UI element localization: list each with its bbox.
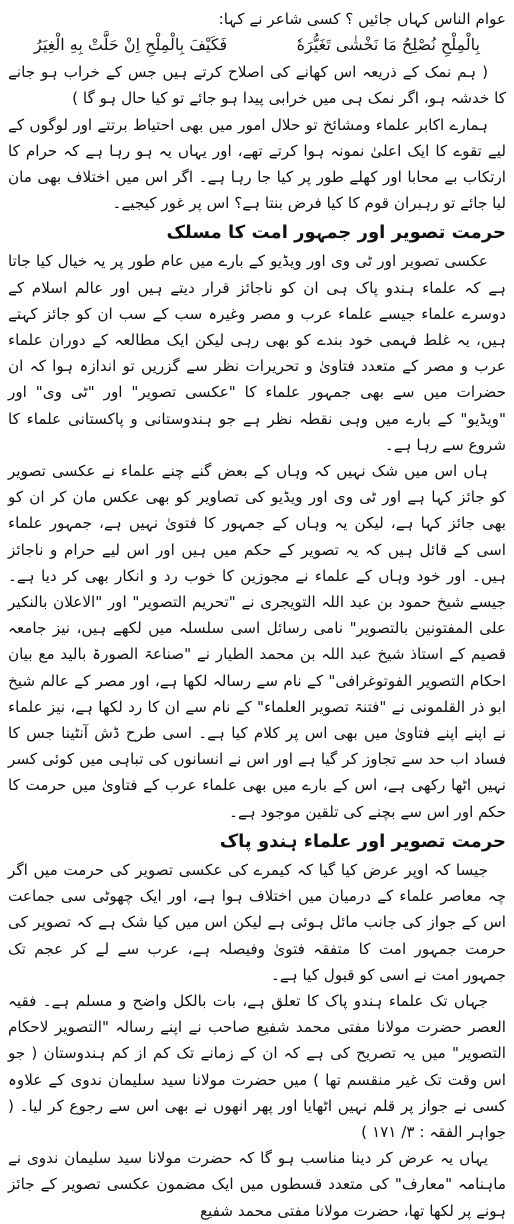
verse-second-hemistich: فَکَيْفَ بِالْمِلْحِ اِنْ حَلَّتْ بِهِ الْغِيَرُ (34, 35, 228, 55)
intro-line: عوام الناس کہاں جائیں ؟ کسی شاعر نے کہا: (218, 10, 506, 28)
paragraph-4: جیسا کہ اوپر عرض کیا گیا کہ کیمرے کی عکسی تصویر کی حرمت میں اگر چہ معاصر علماء کے درمیان میں اختلاف ہوا ہے، اور ایک چھوٹی سی جماعت اس کے جواز کی جانب مائل ہوئی ہے لیکن اس میں کیا شک ہے کہ تصویر کی حرمت جمہور امت کا متفقہ فتویٰ وفیصلہ ہے، عرب سے لے کر عجم تک جمہور امت نے اسی کو قبول کیا ہے۔ (8, 860, 506, 984)
arabic-verse (8, 33, 506, 57)
verse-first-hemistich: بِالْمِلْحِ نُصْلِحُ مَا نَخْشٰی تَغَيُّرَهٗ (296, 35, 480, 55)
paragraph-5: جہاں تک علماء ہندو پاک کا تعلق ہے، بات بالکل واضح و مسلم ہے۔ فقیہ العصر حضرت مولانا مفتی محمد شفیع صاحب نے اپنے رسالہ "التصویر لاحکام التصویر" میں یہ تصریح کی ہے کہ ان کے زمانے تک کم از کم ہندوستان ( جو اس وقت تک غیر منقسم تھا ) میں حضرت مولانا سید سلیمان ندوی کے علاوہ کسی نے جواز پر قلم نہیں اٹھایا اور پھر انھوں نے بھی اس سے رجوع کر لیا۔ ( جواہر الفقہ : ۳/ ۱۷۱ ) (8, 991, 506, 1141)
paragraph-1: ہمارے اکابر علماء ومشائخ تو حلال امور میں بھی احتیاط برتتے اور لوگوں کے لیے تقوے کا ایک اعلیٰ نمونہ ہوا کرتے تھے، اور یہاں یہ ہو رہا ہے کہ حرام کا ارتکاب بے محابا اور کھلے طور پر کیا جا رہا ہے۔ اگر اس میں اختلاف بھی مان لیا جائے تو رہبران قوم کا کیا فرض بنتا ہے؟ اس پر غور کیجیے۔ (8, 115, 506, 213)
section-heading-2: حرمت تصویر اور علماء ہندو پاک (219, 830, 506, 852)
paragraph-6: یہاں یہ عرض کر دینا مناسب ہو گا کہ حضرت مولانا سید سلیمان ندوی نے ماہنامہ "معارف" کی متعدد قسطوں میں ایک مضمون عکسی تصویر کے جائز ہونے پر لکھا تھا، حضرت مولانا مفتی محمد شفیع (8, 1149, 506, 1220)
paragraph-3: ہاں اس میں شک نہیں کہ وہاں کے بعض گنے چنے علماء نے عکسی تصویر کو جائز کہا ہے اور ٹی وی اور ویڈیو کی تصاویر کو بھی عکس مان کر ان کو بھی جائز کہا ہے، لیکن یہ وہاں کے جمہور کا فتویٰ نہیں ہے، جمہور علماء اسی کے قائل ہیں کہ یہ تصویر کے حکم میں ہیں اور اس لیے حرام و ناجائز ہیں۔ اور خود وہاں کے علماء نے مجوزین کا خوب رد و انکار بھی کر دیا ہے۔ جیسے شیخ حمود بن عبد اللہ التویجری نے "تحریم التصویر" اور "الاعلان بالنکیر علی المفتونین بالتصویر" نامی رسائل اسی سلسلہ میں لکھے ہیں، نیز جامعہ قصیم کے استاذ شیخ عبد اللہ بن محمد الطیار نے "صناعۃ الصورۃ بالید مع بیان احکام التصویر الفوتوغرافی" کے نام سے رسالہ لکھا ہے، اور مصر کے عالم شیخ ابو ذر القلمونی نے "فتنۃ تصویر العلماء" کے نام سے ان کا رد لکھا ہے، نیز علماء نے اپنے اپنے فتاویٰ میں بھی اس پر کلام کیا ہے۔ اسی طرح ڈش آنٹینا جس کا فساد اب حد سے تجاوز کر گیا ہے اور اس نے انسانوں کی تباہی میں کوئی کسر نہیں اٹھا رکھی ہے، اس کے بارے میں بھی علماء عرب کے فتاویٰ میں حرمت کا حکم اور اس سے بچنے کی تلقین موجود ہے۔ (8, 462, 506, 821)
paragraph-2: عکسی تصویر اور ٹی وی اور ویڈیو کے بارے میں عام طور پر یہ خیال کیا جاتا ہے کہ علماء ہندو پاک ہی ان کو ناجائز قرار دیتے ہیں اور عالم اسلام کے دوسرے علماء جیسے علماء عرب و مصر وغیرہ سب کے سب ان کو جائز کہتے ہیں، یہ غلط فہمی خود بندے کو بھی رہی لیکن ایک مطالعہ کے دوران علماء عرب و مصر کے متعدد فتاویٰ و تحریرات نظر سے گزریں تو اندازہ ہوا کہ ان حضرات میں سے بھی جمہور علماء کا "عکسی تصویر" اور "ٹی وی" اور "ویڈیو" کے بارے میں وہی نقطہ نظر ہے جو ہندوستانی و پاکستانی علماء کا شروع سے رہا ہے۔ (8, 252, 506, 454)
section-heading-1: حرمت تصویر اور جمہور امت کا مسلک (166, 222, 506, 244)
verse-translation: ( ہم نمک کے ذریعہ اس کھانے کی اصلاح کرتے ہیں جس کے خراب ہو جانے کا خدشہ ہو، اگر نمک ہی میں خرابی پیدا ہو جائے تو کیا حال ہو گا ) (8, 63, 506, 108)
